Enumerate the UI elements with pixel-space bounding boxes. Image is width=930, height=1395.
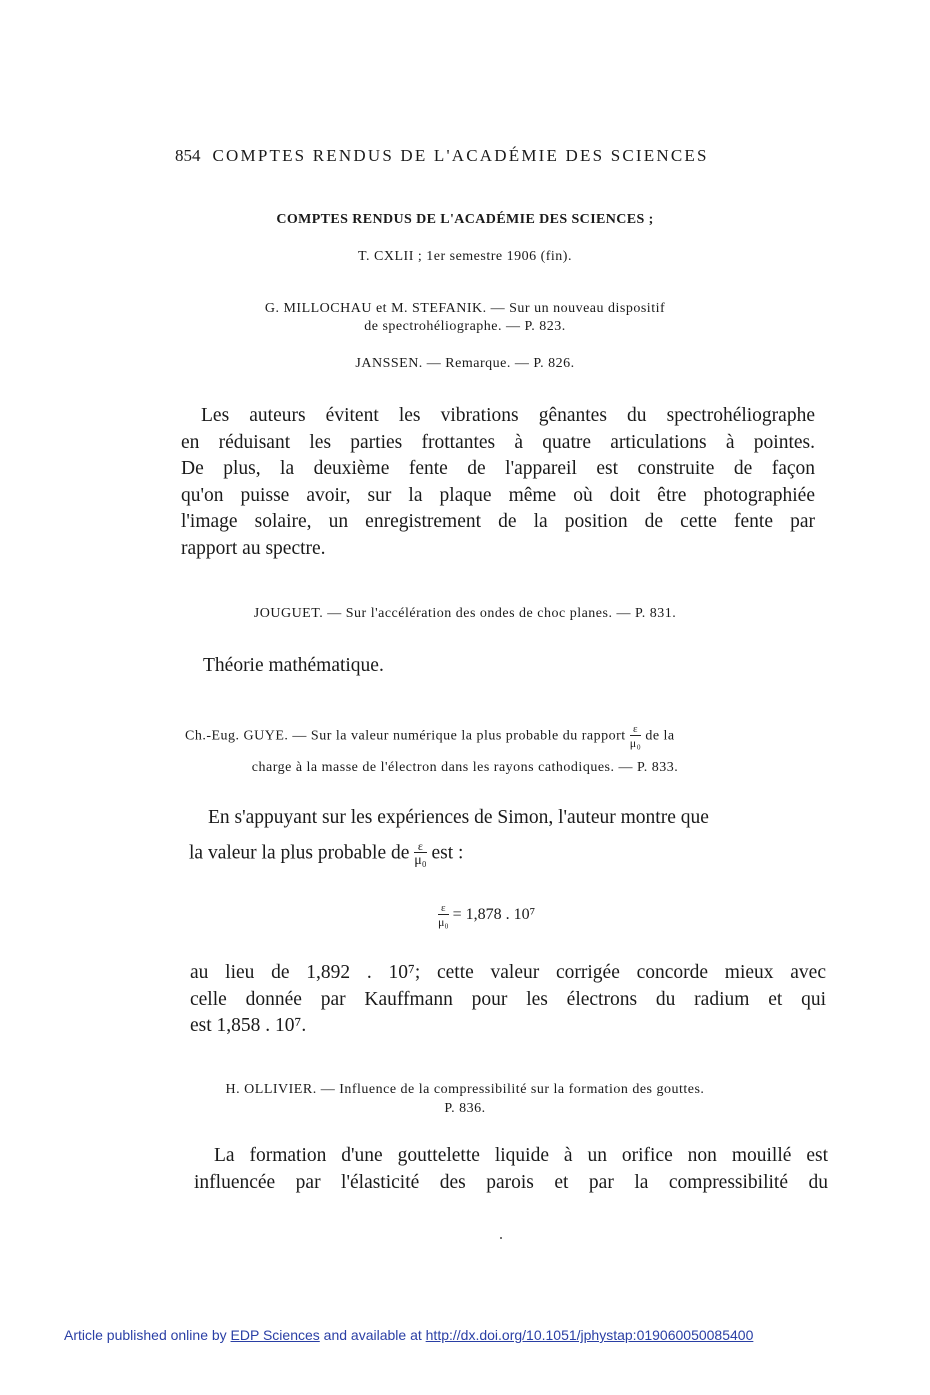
equation: [438, 903, 535, 928]
entry-guye-line2: charge à la masse de l'électron dans les rayons cathodiques. — P. 833.: [251, 760, 679, 775]
paragraph-value: [190, 960, 826, 1040]
subsection-heading: Théorie mathématique.: [203, 655, 384, 676]
entry-millochau-line2: de spectrohéliographe. — P. 823.: [364, 319, 566, 334]
paragraph-line: l'image solaire, un enregistrement de la position de cette fente par: [181, 511, 815, 532]
paragraph-line: Les auteurs évitent les vibrations gênantes du spectrohéliographe: [201, 405, 815, 426]
fraction-denominator: μ₀: [629, 736, 642, 750]
footer: [64, 1327, 753, 1343]
section-title: COMPTES RENDUS DE L'ACADÉMIE DES SCIENCES ;: [276, 212, 654, 227]
page-number: 854: [175, 146, 201, 165]
footer-middle: and available at: [323, 1327, 422, 1343]
paragraph-ollivier: [194, 1143, 828, 1196]
ratio-fraction: [438, 903, 449, 928]
equation-rhs: = 1,878 . 10⁷: [452, 906, 536, 924]
fraction-numerator: ε: [438, 903, 449, 915]
fraction-denominator: μ₀: [414, 853, 427, 868]
doi-link[interactable]: http://dx.doi.org/10.1051/jphystap:019060050085400: [425, 1327, 754, 1343]
entry-ollivier-line1: H. OLLIVIER. — Influence de la compressibilité sur la formation des gouttes.: [225, 1082, 705, 1097]
running-head-text: COMPTES RENDUS DE L'ACADÉMIE DES SCIENCES: [212, 146, 709, 165]
paragraph-line: est 1,858 . 10⁷.: [190, 1015, 307, 1036]
paragraph-line: qu'on puisse avoir, sur la plaque même où doit être photographiée: [181, 484, 815, 506]
ratio-fraction: [414, 840, 426, 868]
paragraph-guye-line1: En s'appuyant sur les expériences de Simon, l'auteur montre que: [208, 807, 709, 828]
paragraph-millochau: [181, 403, 815, 562]
fraction-denominator: μ₀: [438, 915, 449, 929]
entry-guye-text: Ch.-Eug. GUYE. — Sur la valeur numérique la plus probable du rapport: [185, 728, 626, 744]
paragraph-line: en réduisant les parties frottantes à quatre articulations à pointes.: [181, 431, 815, 453]
paragraph-line: La formation d'une gouttelette liquide à un orifice non mouillé est: [214, 1145, 828, 1166]
fraction-numerator: ε: [630, 724, 642, 736]
paragraph-line: celle donnée par Kauffmann pour les électrons du radium et qui: [190, 988, 826, 1010]
speck-mark: [500, 1237, 502, 1239]
entry-jouguet: JOUGUET. — Sur l'accélération des ondes de choc planes. — P. 831.: [253, 606, 677, 621]
entry-guye-line1: [185, 724, 825, 749]
paragraph-line: De plus, la deuxième fente de l'appareil est construite de façon: [181, 458, 815, 479]
volume-line: T. CXLII ; 1er semestre 1906 (fin).: [358, 249, 572, 264]
paragraph-line: au lieu de 1,892 . 10⁷; cette valeur corrigée concorde mieux avec: [190, 962, 826, 983]
entry-millochau-line1: G. MILLOCHAU et M. STEFANIK. — Sur un nouveau dispositif: [264, 301, 666, 316]
entry-guye-text-end: de la: [645, 728, 675, 744]
entry-janssen: JANSSEN. — Remarque. — P. 826.: [355, 356, 575, 371]
paragraph-guye-line2: [189, 840, 463, 868]
footer-prefix: Article published online by: [64, 1327, 227, 1343]
paragraph-text: est :: [431, 842, 464, 864]
fraction-numerator: ε: [414, 840, 426, 853]
paragraph-text: la valeur la plus probable de: [189, 842, 410, 864]
paragraph-line: rapport au spectre.: [181, 537, 326, 559]
ratio-fraction: [630, 724, 642, 749]
paragraph-line: influencée par l'élasticité des parois et par la compressibilité du: [194, 1171, 828, 1193]
entry-ollivier-line2: P. 836.: [444, 1101, 486, 1116]
edp-sciences-link[interactable]: EDP Sciences: [230, 1327, 320, 1343]
running-head: [175, 146, 709, 166]
